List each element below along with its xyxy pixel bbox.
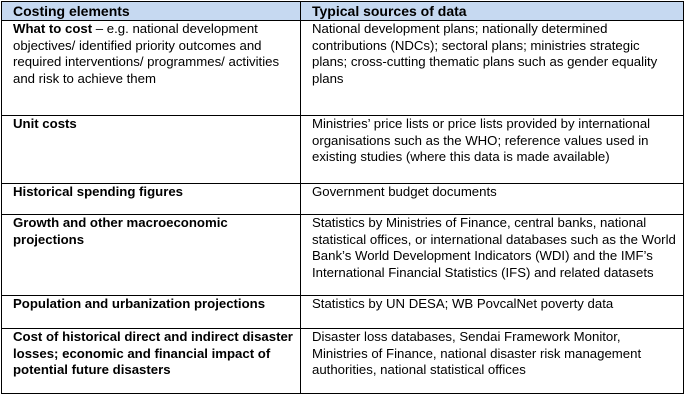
costing-element-cell <box>2 329 301 394</box>
costing-element-cell <box>2 21 301 116</box>
costing-element-cell <box>2 184 301 215</box>
costing-element-label: Population and urbanization projections <box>13 296 266 311</box>
data-source-cell: Government budget documents <box>301 184 684 215</box>
table-row <box>2 215 684 296</box>
costing-element-detail: – e.g. national development objectives/ identified priority outcomes and required interventions/ programmes/ activities and risk to achieve them <box>13 21 280 86</box>
costing-element-label: Unit costs <box>13 116 77 131</box>
header-typical-sources: Typical sources of data <box>301 2 684 21</box>
costing-element-cell <box>2 116 301 184</box>
table-row <box>2 329 684 394</box>
costing-element-label: Historical spending figures <box>13 184 184 199</box>
data-source-cell: Disaster loss databases, Sendai Framework Monitor, Ministries of Finance, national disaster risk management authorities, national statistical offices <box>301 329 684 394</box>
table-row <box>2 184 684 215</box>
data-source-cell: National development plans; nationally determined contributions (NDCs); sectoral plans; ministries strategic plans; cross-cutting thematic plans such as gender equality plans <box>301 21 684 116</box>
table-row <box>2 21 684 116</box>
data-source-cell: Statistics by UN DESA; WB PovcalNet poverty data <box>301 296 684 329</box>
costing-element-cell <box>2 296 301 329</box>
table-row <box>2 296 684 329</box>
data-source-cell: Statistics by Ministries of Finance, central banks, national statistical offices, or international databases such as the World Bank’s World Development Indicators (WDI) and the IMF’s International Financial Statistics (IFS) and related datasets <box>301 215 684 296</box>
costing-element-label: Cost of historical direct and indirect disaster losses; economic and financial impact of potential future disasters <box>13 329 293 378</box>
table-row <box>2 116 684 184</box>
costing-element-label: What to cost <box>13 21 93 36</box>
costing-data-sources-table <box>1 1 684 394</box>
header-costing-elements: Costing elements <box>2 2 301 21</box>
table-header-row <box>2 2 684 21</box>
data-source-cell: Ministries’ price lists or price lists provided by international organisations such as the WHO; reference values used in existing studies (where this data is made available) <box>301 116 684 184</box>
costing-element-cell <box>2 215 301 296</box>
costing-element-label: Growth and other macroeconomic projections <box>13 215 228 247</box>
